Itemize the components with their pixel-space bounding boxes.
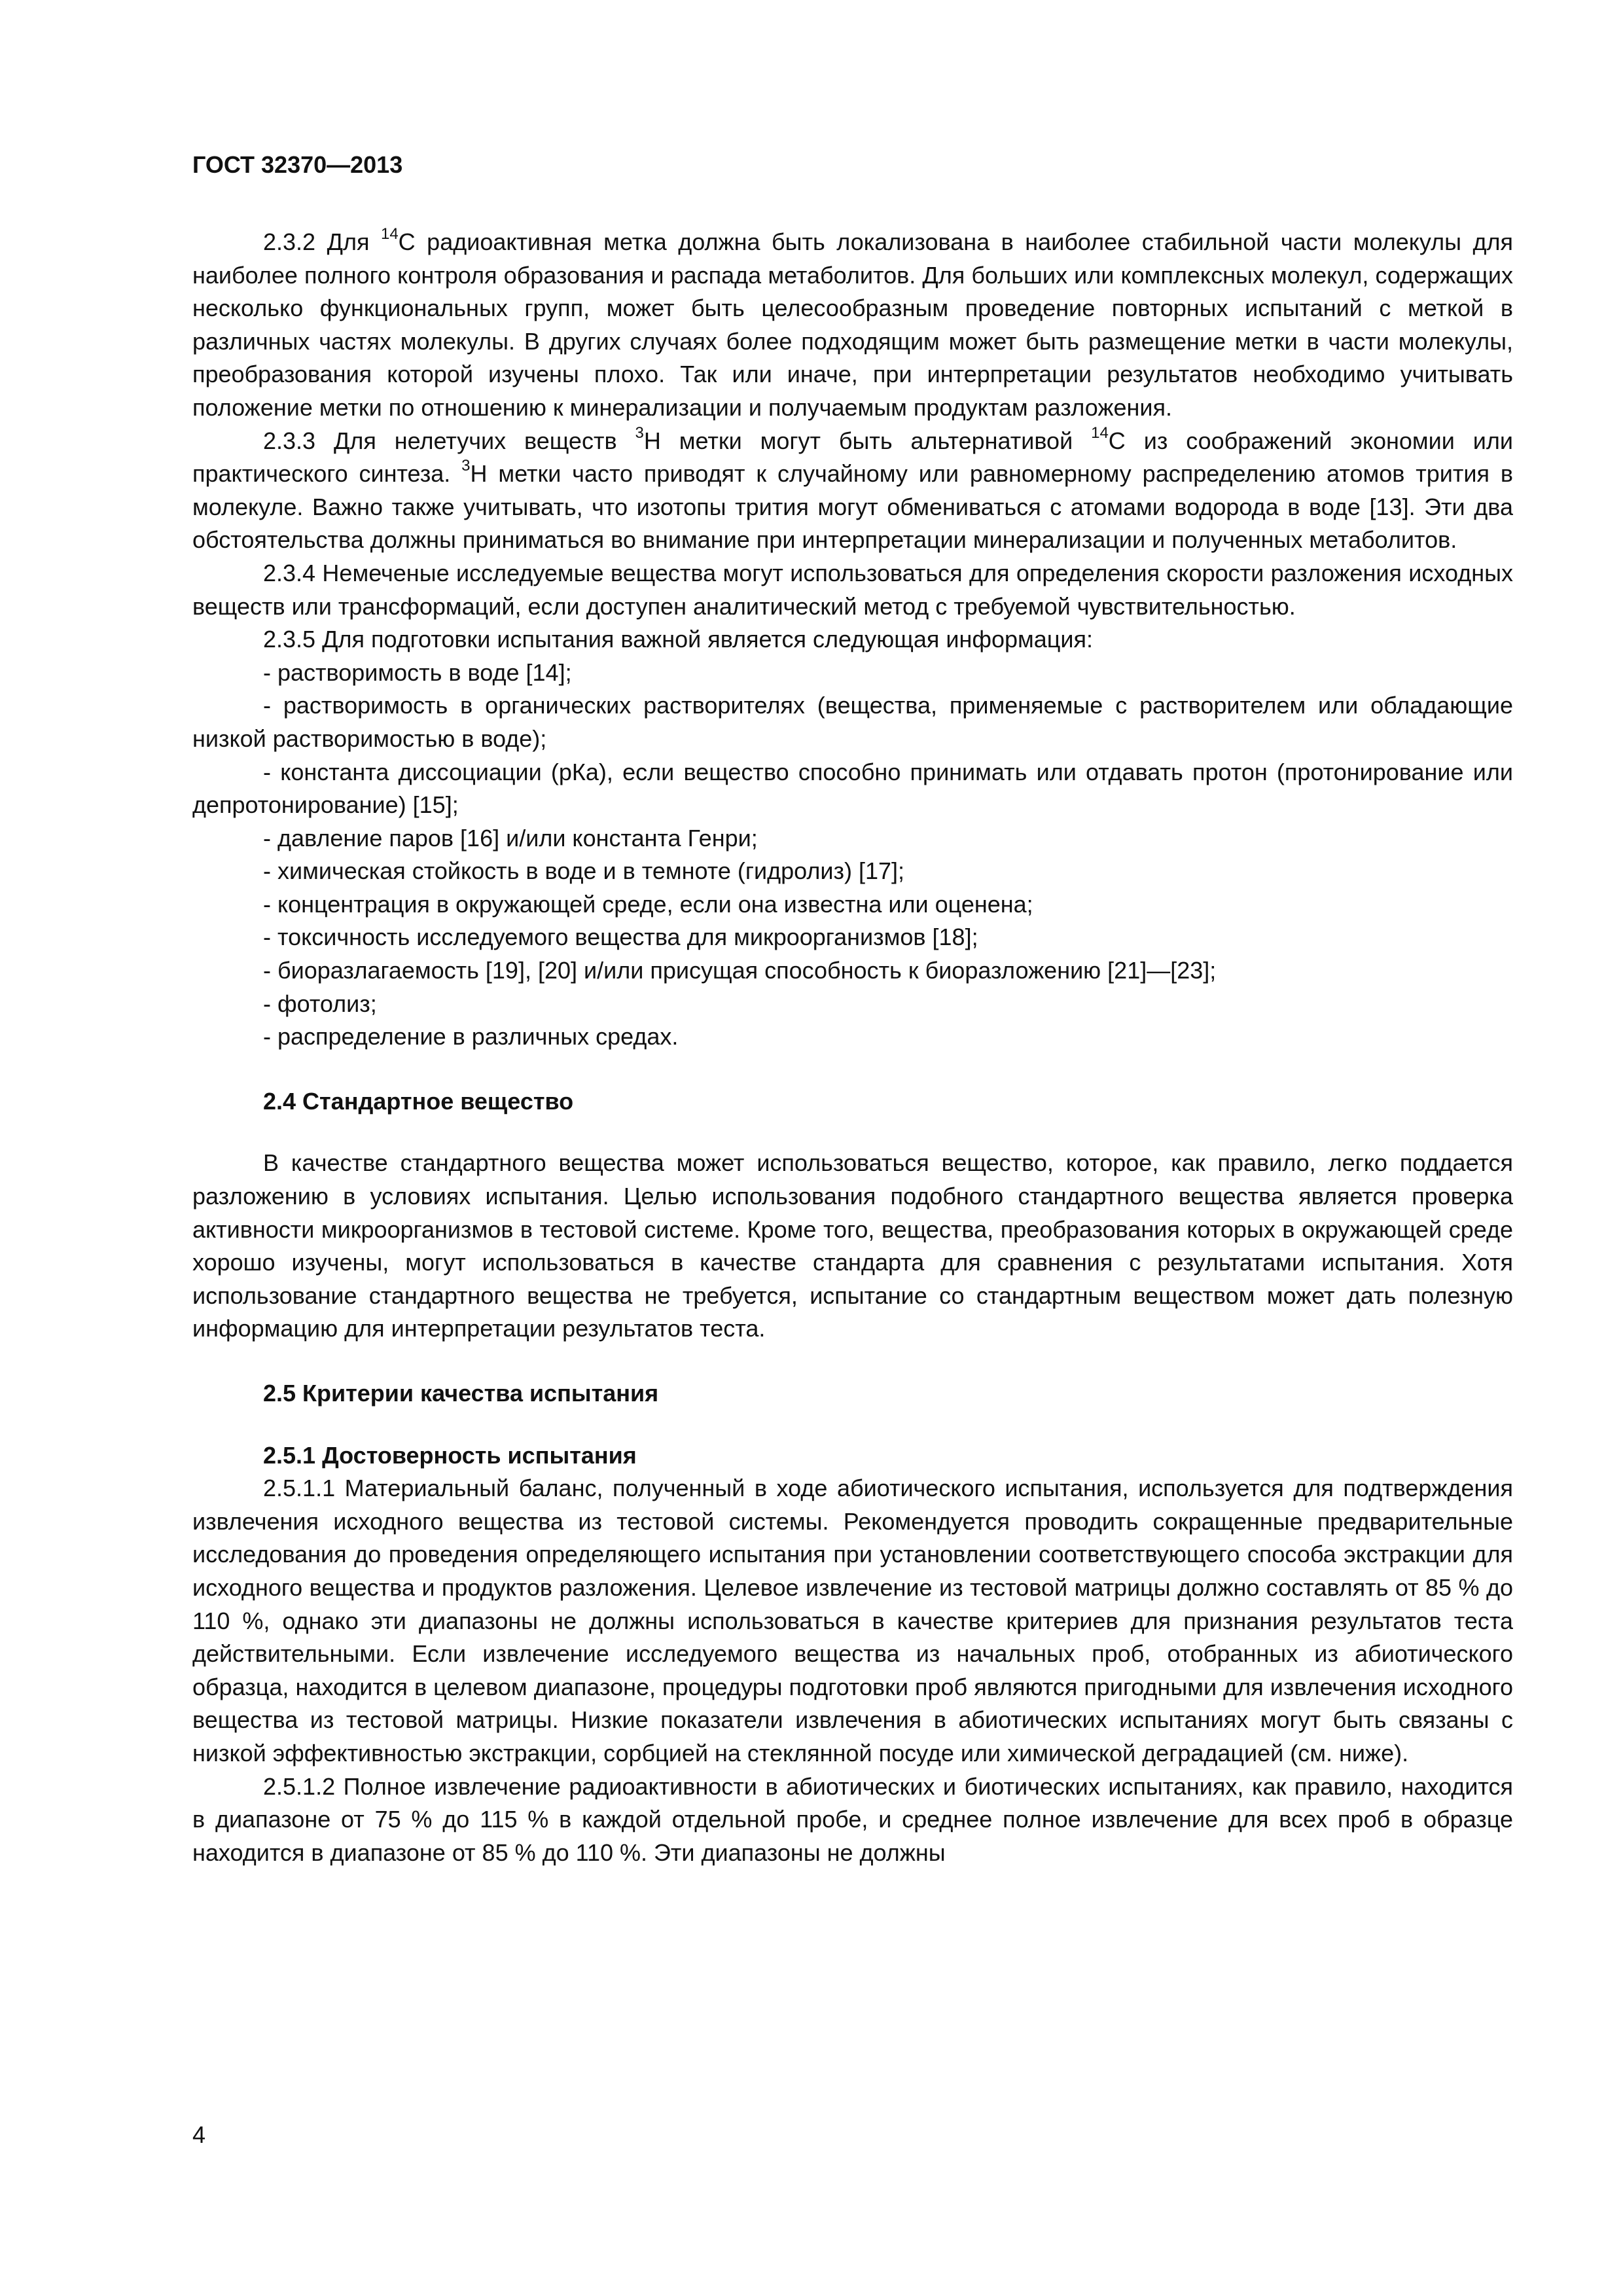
text-run: С из соображений экономии или практического синтеза. — [192, 427, 1513, 488]
list-item: - константа диссоциации (рКа), если вещество способно принимать или отдавать протон (протонирование или депротонирование) [15]; — [192, 758, 1513, 819]
paragraph-2-4: В качестве стандартного вещества может использоваться вещество, которое, как правило, легко поддается разложению в условиях испытания. Целью использования подобного стандартного вещества является проверка активности микроорганизмов в тестовой системе. Кроме того, вещества, преобразования которых в окружающей среде хорошо изучены, могут использоваться в качестве стандарта для сравнения с результатами испытания. Хотя использование стандартного вещества не требуется, испытание со стандартным веществом может дать полезную информацию для интерпретации результатов теста. — [192, 1149, 1513, 1342]
paragraph-2-3-2 — [192, 226, 1513, 425]
heading-2-4: 2.4 Стандартное вещество — [263, 1087, 574, 1115]
heading-2-5-1: 2.5.1 Достоверность испытания — [263, 1441, 637, 1469]
list-item: - токсичность исследуемого вещества для микроорганизмов [18]; — [263, 924, 978, 951]
text-run: 2.3.2 Для — [263, 228, 381, 255]
superscript: 3 — [635, 423, 644, 442]
standard-designation: ГОСТ 32370—2013 — [192, 151, 403, 178]
text-run: Н метки часто приводят к случайному или равномерному распределению атомов трития в молекуле. Важно также учитывать, что изотопы трития могут обмениваться с атомами водорода в воде [13]. Эти два обстоятельства должны приниматься во внимание при интерпретации минерализации и полученных метаболитов. — [192, 460, 1513, 554]
list-item: - фотолиз; — [263, 990, 377, 1017]
list-item: - биоразлагаемость [19], [20] и/или присущая способность к биоразложению [21]—[23]; — [263, 957, 1217, 984]
paragraph-2-3-5: 2.3.5 Для подготовки испытания важной является следующая информация: — [263, 626, 1093, 653]
superscript: 14 — [380, 225, 399, 243]
document-page — [192, 0, 1513, 2296]
list-item: - химическая стойкость в воде и в темноте (гидролиз) [17]; — [263, 857, 904, 885]
paragraph-2-5-1-2: 2.5.1.2 Полное извлечение радиоактивности в абиотических и биотических испытаниях, как правило, находится в диапазоне от 75 % до 115 % в каждой отдельной пробе, и среднее полное извлечение для всех проб в образце находится в диапазоне от 85 % до 110 %. Эти диапазоны не должны — [192, 1772, 1513, 1866]
heading-2-5: 2.5 Критерии качества испытания — [263, 1380, 659, 1407]
paragraph-2-5-1-1: 2.5.1.1 Материальный баланс, полученный в ходе абиотического испытания, используется для подтверждения извлечения исходного вещества из тестовой системы. Рекомендуется проводить сокращенные предварительные исследования до проведения определяющего испытания при установлении соответствующего способа экстракции для исходного вещества и продуктов разложения. Целевое извлечение из тестовой матрицы должно составлять от 85 % до 110 %, однако эти диапазоны не должны использоваться в качестве критериев для признания результатов теста действительными. Если извлечение исследуемого вещества из начальных проб, отобранных из абиотического образца, находится в целевом диапазоне, процедуры подготовки проб являются пригодными для извлечения исходного вещества из тестовой матрицы. Низкие показатели извлечения в абиотических испытаниях могут быть связаны с низкой эффективностью экстракции, сорбцией на стеклянной посуде или химической деградацией (см. ниже). — [192, 1475, 1513, 1767]
list-item: - давление паров [16] и/или константа Генри; — [263, 824, 758, 852]
text-run: Н метки могут быть альтернативой — [643, 427, 1092, 454]
document-body — [192, 226, 1513, 1869]
text-run: С радиоактивная метка должна быть локализована в наиболее стабильной части молекулы для наиболее полного контроля образования и распада метаболитов. Для больших или комплексных молекул, содержащих несколько функциональных групп, может быть целесообразным проведение повторных испытаний с меткой в различных частях молекулы. В других случаях более подходящим может быть размещение метки в части молекулы, преобразования которой изучены плохо. Так или иначе, при интерпретации результатов необходимо учитывать положение метки по отношению к минерализации и получаемым продуктам разложения. — [192, 228, 1513, 421]
superscript: 3 — [461, 457, 471, 475]
list-item: - концентрация в окружающей среде, если она известна или оценена; — [263, 890, 1033, 918]
list-item: - распределение в различных средах. — [263, 1023, 679, 1050]
text-run: 2.3.3 Для нелетучих веществ — [263, 427, 635, 454]
paragraph-2-3-3 — [192, 425, 1513, 557]
page-number: 4 — [192, 2121, 206, 2148]
list-item: - растворимость в органических растворителях (вещества, применяемые с растворителем или обладающие низкой растворимостью в воде); — [192, 692, 1513, 752]
list-item: - растворимость в воде [14]; — [263, 658, 572, 686]
superscript: 14 — [1091, 423, 1109, 442]
paragraph-2-3-4: 2.3.4 Немеченые исследуемые вещества могут использоваться для определения скорости разложения исходных веществ или трансформаций, если доступен аналитический метод с требуемой чувствительностью. — [192, 559, 1513, 620]
